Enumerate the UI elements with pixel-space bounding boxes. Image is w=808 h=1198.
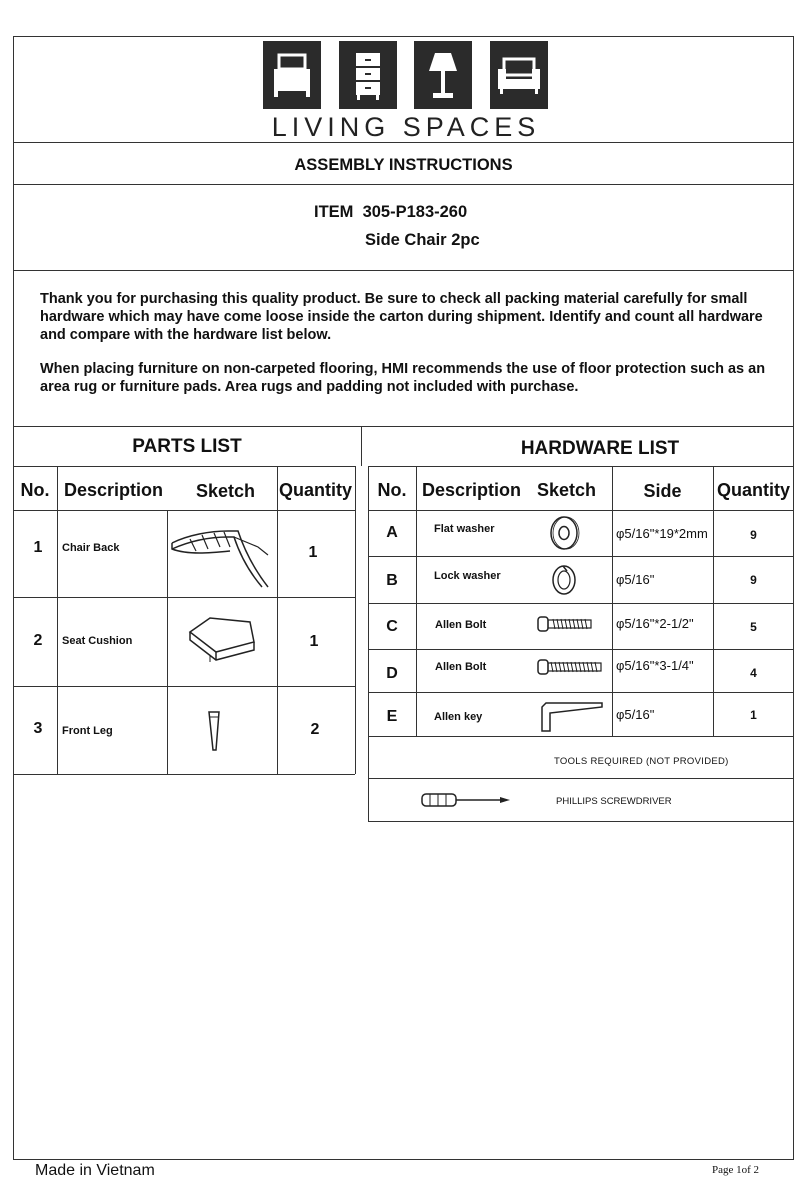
hardware-id: B: [386, 572, 398, 589]
part-number: 1: [33, 539, 43, 556]
brand-name: LIVING SPACES: [271, 112, 541, 142]
part-number: 3: [33, 720, 43, 737]
item-name: Side Chair 2pc: [365, 231, 480, 249]
lamp-icon: [414, 41, 472, 109]
hardware-quantity: 4: [750, 666, 757, 680]
parts-list-title: PARTS LIST: [132, 436, 242, 457]
hardware-description: Lock washer: [434, 570, 501, 582]
allen-key-sketch: [540, 701, 606, 740]
short-bolt-sketch: [537, 614, 593, 639]
hardware-id: D: [386, 665, 398, 682]
hardware-list-title: HARDWARE LIST: [520, 438, 680, 459]
origin-label: Made in Vietnam: [35, 1162, 155, 1179]
part-description: Chair Back: [62, 542, 120, 554]
col-description: Description: [64, 480, 164, 500]
divider: [13, 270, 794, 271]
part-description: Seat Cushion: [62, 635, 133, 647]
part-quantity: 1: [308, 544, 318, 561]
floor-protection-paragraph: When placing furniture on non-carpeted flooring, HMI recommends the use of floor protection such as an area rug or furniture pads. Area rugs and padding not included with purchase.: [40, 361, 766, 395]
chair-back-sketch: [170, 525, 274, 596]
col-side: Side: [643, 481, 682, 501]
part-number: 2: [33, 632, 43, 649]
divider: [361, 426, 362, 466]
part-quantity: 2: [310, 721, 320, 738]
hardware-size: φ5/16": [616, 572, 655, 587]
tools-required-label: TOOLS REQUIRED (NOT PROVIDED): [554, 756, 729, 767]
col-description: Description: [422, 480, 522, 500]
long-bolt-sketch: [537, 657, 603, 682]
col-no: No.: [377, 480, 407, 500]
hardware-description: Allen Bolt: [435, 661, 487, 673]
col-no: No.: [20, 480, 50, 500]
sofa-icon: [490, 41, 548, 109]
hardware-size: φ5/16"*19*2mm: [616, 526, 708, 541]
col-quantity: Quantity: [279, 480, 353, 500]
front-leg-sketch: [206, 710, 222, 757]
intro-paragraph: Thank you for purchasing this quality product. Be sure to check all packing material carefully for small hardware which may have come loose inside the carton during shipment. Identify and count all hardware and compare with the hardware list below.: [40, 291, 763, 343]
hardware-id: A: [386, 524, 398, 541]
page-number: Page 1of 2: [712, 1164, 760, 1176]
col-quantity: Quantity: [716, 480, 790, 500]
hardware-size: φ5/16": [616, 707, 655, 722]
hardware-quantity: 1: [750, 708, 757, 722]
divider: [13, 184, 794, 185]
hardware-size: φ5/16"*3-1/4": [616, 658, 694, 673]
page-title: ASSEMBLY INSTRUCTIONS: [294, 156, 513, 174]
col-sketch: Sketch: [537, 480, 597, 500]
hardware-description: Allen Bolt: [435, 619, 487, 631]
hardware-quantity: 9: [750, 573, 757, 587]
part-description: Front Leg: [62, 725, 113, 737]
col-sketch: Sketch: [196, 481, 256, 501]
divider: [13, 426, 794, 427]
screwdriver-icon: [420, 790, 512, 815]
item-number: ITEM 305-P183-260: [314, 203, 468, 221]
tool-name: PHILLIPS SCREWDRIVER: [556, 796, 672, 807]
hardware-id: E: [386, 708, 398, 725]
nightstand-icon: [339, 41, 397, 109]
hardware-description: Flat washer: [434, 523, 495, 535]
part-quantity: 1: [309, 633, 319, 650]
bed-icon: [263, 41, 321, 109]
hardware-description: Allen key: [434, 711, 483, 723]
hardware-size: φ5/16"*2-1/2": [616, 616, 694, 631]
lock-washer-sketch: [549, 562, 579, 603]
hardware-id: C: [386, 618, 398, 635]
seat-cushion-sketch: [186, 612, 258, 669]
flat-washer-sketch: [547, 514, 581, 557]
hardware-quantity: 5: [750, 620, 757, 634]
hardware-quantity: 9: [750, 528, 757, 542]
